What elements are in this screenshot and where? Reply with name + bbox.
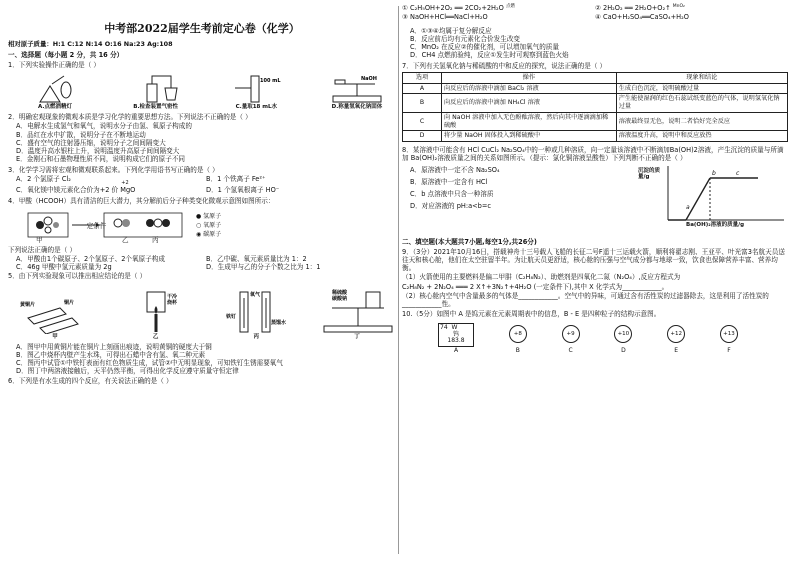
legend-oxygen: ○ 氧原子 xyxy=(196,222,222,230)
q5-label-jia: 甲 xyxy=(52,333,58,340)
q5-option-b: B．图乙中烧杯内壁产生水珠，可得出石蜡中含有氢、氧二种元素 xyxy=(16,350,206,359)
q5-label-yi: 乙 xyxy=(152,333,159,340)
q8-option-a: A．原溶液中一定不含 Na₂SO₄ xyxy=(410,165,500,174)
q7-cell: D xyxy=(403,131,442,142)
section-2-heading: 二、填空题(本大题共7小题,每空1分,共26分) xyxy=(402,237,537,246)
q8-point-c: c xyxy=(736,169,740,177)
table-row xyxy=(403,94,788,113)
q2-option-d: D．温度升高水银柱上升，说明温度升高原子间间隔变大 xyxy=(16,147,180,156)
q10-particle-e xyxy=(667,325,685,355)
q7-cell: C xyxy=(403,112,442,131)
q3-stem: 3．化学学习需将宏观和微观联系起来。下列化学用语书写正确的是（ ） xyxy=(8,165,219,174)
q6-option-a: A．①③④均属于复分解反应 xyxy=(410,26,492,35)
q4-sub: 下列说法正确的是（ ） xyxy=(8,245,77,254)
q7-table xyxy=(402,72,788,142)
svg-text:碳酸钠: 碳酸钠 xyxy=(331,295,347,302)
q5-fig-yi xyxy=(117,288,195,341)
element-tile xyxy=(438,323,474,348)
q6-option-b: B．反应前后均有元素化合价发生改变 xyxy=(410,34,521,43)
svg-text:氧气: 氧气 xyxy=(250,291,261,298)
nucleus: +8 xyxy=(509,325,527,343)
legend-hydrogen: ● 氢原子 xyxy=(196,213,222,221)
q4-stem: 4．甲酸（HCOOH）具有清洁的巨大潜力，其分解前后分子种类变化微观示意图如图所示： xyxy=(8,197,275,206)
q6-eq1: ① C₂H₅OH+2O₂ ══ 2CO₂+2H₂O $^{点燃}$ xyxy=(402,4,515,13)
q9-p3: C₂H₈N₂ + 2N₂O₄ ═══ 2 X↑+3N₂↑+4H₂O (一定条件下),其中 X 化学式为____________。 xyxy=(402,282,669,291)
svg-text:干冷: 干冷 xyxy=(166,293,177,300)
q7-cell: 溶液最终显无色，说明二者恰好完全反应 xyxy=(616,112,787,131)
tile-name: 钨 xyxy=(452,330,459,338)
q10-figures xyxy=(438,323,738,355)
q7-cell: 生成白色沉淀，说明硫酸过量 xyxy=(616,83,787,94)
tile-mass: 183.8 xyxy=(447,337,465,345)
q3-option-c: C．氧化镁中镁元素化合价为+2 价 xyxy=(16,186,119,195)
q7-cell: 溶液温度升高，说明中和反应放热 xyxy=(616,131,787,142)
q2-option-e: E．金刚石和石墨物理性质不同，说明构成它们的原子不同 xyxy=(16,155,186,164)
q10-particle-d xyxy=(614,325,632,355)
q10-label-f: F xyxy=(727,347,731,355)
q8-graph xyxy=(638,164,788,234)
q5-fig-bing xyxy=(217,288,295,341)
q5-option-a: A．图甲中用黄铜片能在铜片上刻画出痕迹，说明黄铜的硬度大于铜 xyxy=(16,342,212,351)
q1-fig-a xyxy=(16,74,94,111)
q4-option-c: C．46g 甲酸中氢元素质量为 2g xyxy=(16,263,112,272)
q1-label-c: C.量取18 mL水 xyxy=(235,104,278,111)
q10-particle-b xyxy=(509,325,527,355)
tile-number-symbol: 74 W xyxy=(440,323,458,331)
q7-cell: A xyxy=(403,83,442,94)
q1-stem: 1．下列实验操作正确的是（ ） xyxy=(8,60,101,69)
q9-p1: 9．（3分）2021年10月16日，搭载神舟十三号载人飞船的长征二号F遥十三运载火箭，顺利将翟志刚、王亚平、叶光富3名航天员送往天和核心舱，他们在太空驻留半年。为让航天员更舒适，核心舱的压强与空气成分都与地球一致，饮食也保障营养丰富、营养均衡。 xyxy=(402,247,785,273)
q8-point-b: b xyxy=(712,169,716,177)
q10-stem: 10.（5分）如图中 A 是钨元素在元素周期表中的信息，B - E 是四种粒子的结构示意图。 xyxy=(402,310,661,319)
q6-eq2: ② 2H₂O₂ ══ 2H₂O+O₂↑ $^{MnO_2}$ xyxy=(595,4,685,13)
q8-option-b: B．原溶液中一定含有 HCl xyxy=(410,177,488,186)
q10-tile-a xyxy=(438,323,474,355)
q8-stem: 8．某溶液中可能含有 HCl CuCl₂ Na₂SO₄中的一种或几种溶质，向一定量该溶液中不断滴加Ba(OH)2溶液，产生沉淀的质量与所滴加 Ba(OH)₂溶液质量之间的关系如图所示。（提示：氯化铜溶液呈酸性）下列判断不正确的是（ ） xyxy=(402,146,784,163)
q3-mgo-charge: +2 xyxy=(121,180,129,187)
q1-fig-b xyxy=(117,74,195,111)
q3-option-b: B．1 个铁离子 Fe²⁺ xyxy=(206,174,266,183)
q4-option-a: A．甲酸由1个碳原子、2个氢原子、2个氧原子构成 xyxy=(16,254,165,263)
svg-text:稀硫酸: 稀硫酸 xyxy=(331,289,347,296)
q5-option-d: D．图丁中两溶液接触后，天平仍然平衡，可得出化学反应遵守质量守恒定律 xyxy=(16,367,239,376)
q4-options-row2 xyxy=(16,263,396,271)
q1-fig-c xyxy=(217,74,295,111)
q10-label-b: B xyxy=(515,347,520,355)
q5-label-ding: 丁 xyxy=(354,333,360,340)
q9-p2: （1）火箭使用的主要燃料是偏二甲肼（C₂H₈N₂）、助燃剂是四氧化二氮（N₂O₄）,反应方程式为 xyxy=(402,273,681,282)
q8-option-c: C．b 点溶液中只含一种溶质 xyxy=(410,190,494,199)
svg-text:铜片: 铜片 xyxy=(64,299,75,306)
svg-text:铁钉: 铁钉 xyxy=(226,313,237,320)
q8-ylabel: 沉淀的质量/g xyxy=(638,167,661,181)
nucleus: +10 xyxy=(614,325,632,343)
svg-text:100 mL: 100 mL xyxy=(260,78,281,85)
atomic-mass-line: 相对原子质量：H:1 C:12 N:14 O:16 Na:23 Ag:108 xyxy=(8,39,173,48)
q1-label-d: D.称量氢氧化钠固体 xyxy=(331,104,383,111)
q8-option-d: D．对应溶液的 pH:a<b=c xyxy=(410,202,492,211)
q10-particle-c xyxy=(562,325,580,355)
q10-particle-f xyxy=(720,325,738,355)
q2-option-a: A．电解水生成氢气和氧气，说明水分子由氢、氧原子构成的 xyxy=(16,122,192,131)
q7-header-operation: 操作 xyxy=(442,72,617,83)
q7-cell: 向 NaOH 溶液中加入无色酚酞溶液，然后向其中逐滴滴加稀硫酸 xyxy=(442,112,617,131)
q7-cell: 产生能使湿润的红色石蕊试纸变蓝色的气体，说明氢氧化钠过量 xyxy=(616,94,787,113)
q7-header-row xyxy=(403,72,788,83)
q3-options-row1 xyxy=(16,175,396,183)
q3-options-row2 xyxy=(16,180,396,195)
table-row xyxy=(403,131,788,142)
q4-arrow-label: 一定条件 xyxy=(80,221,107,230)
q8-block xyxy=(402,164,788,234)
q7-stem: 7．下列有关氢氧化钠与稀硫酸的中和反应的探究，说法正确的是（ ） xyxy=(402,61,607,70)
q3-option-c-wrap xyxy=(16,180,206,195)
q4-diagram xyxy=(26,209,396,243)
q3-mgo-formula: MgO xyxy=(120,186,136,195)
q1-fig-d xyxy=(318,74,396,111)
q1-label-b: B.检查装置气密性 xyxy=(133,104,179,111)
right-column xyxy=(402,0,788,355)
q8-xlabel: Ba(OH)₂溶液的质量/g xyxy=(686,221,745,228)
q6-equations-row1 xyxy=(402,4,788,13)
q6-equations-row2 xyxy=(402,13,788,22)
q3-option-a: A．2 个氯原子 Cl₂ xyxy=(16,174,71,183)
nucleus: +13 xyxy=(720,325,738,343)
q10-label-d: D xyxy=(621,347,626,355)
page-title: 中考部2022届学生考前定心卷（化学） xyxy=(104,22,300,35)
q6-option-c: C．MnO₂ 在反应②的催化剂，可以增加氧气的质量 xyxy=(410,43,559,52)
q5-stem: 5．由下列实验现象可以推出相应结论的是（ ） xyxy=(8,272,147,281)
q7-header-option: 选项 xyxy=(403,72,442,83)
q5-label-bing: 丙 xyxy=(253,333,260,340)
q9-p4: （2）核心舱内空气中含量最多的气体是____________。空气中的异味，可通过含有活性炭的过滤器除去，这是利用了活性炭的____________性。 xyxy=(402,291,769,309)
q7-cell: 向反应后的溶液中滴加 BaCl₂ 溶液 xyxy=(442,83,617,94)
q4-option-b: B．乙中碳、氧元素质量比为 1：2 xyxy=(206,254,307,263)
q7-header-result: 现象和结论 xyxy=(616,72,787,83)
nucleus: +9 xyxy=(562,325,580,343)
q5-fig-ding xyxy=(318,288,396,341)
q2-option-c: C．盛有空气的注射器压缩，说明分子之间间隔变大 xyxy=(16,138,166,147)
column-divider xyxy=(398,6,399,554)
q7-cell: 向反应后的溶液中滴加 NH₄Cl 溶液 xyxy=(442,94,617,113)
nucleus: +12 xyxy=(667,325,685,343)
q6-eq3: ③ NaOH+HCl══NaCl+H₂O xyxy=(402,13,488,22)
svg-text:蒸馏水: 蒸馏水 xyxy=(271,319,287,326)
table-row xyxy=(403,112,788,131)
svg-text:NaOH: NaOH xyxy=(360,76,377,83)
q6-eq4: ④ CaO+H₂SO₄══CaSO₄+H₂O xyxy=(595,13,689,22)
q10-label-e: E xyxy=(674,347,679,355)
q6-stem: 6．下列是有水生成的四个反应，有关说法正确的是（ ） xyxy=(8,377,173,386)
q4-label-bing: 丙 xyxy=(152,235,159,244)
q7-cell: 将少量 NaOH 固体投入到稀硫酸中 xyxy=(442,131,617,142)
q10-label-c: C xyxy=(568,347,573,355)
q3-option-d: D．1 个氢氧根离子 HO⁻ xyxy=(206,186,280,195)
q4-options-row1 xyxy=(16,255,396,263)
legend-carbon: ◉ 碳原子 xyxy=(196,231,222,239)
q10-label-a: A xyxy=(453,347,459,355)
q8-point-a: a xyxy=(686,203,690,211)
q5-option-c: C．图丙中试管①中铁钉表面有红色物质生成，试管②中无明显现象，可知铁钉生锈需要氧气 xyxy=(16,358,283,367)
q2-stem: 2．明确宏观现象的微观本质是学习化学的重要思想方法。下列说法不正确的是（ ） xyxy=(8,113,252,122)
q7-cell: B xyxy=(403,94,442,113)
section-1-heading: 一、选择题（每小题 2 分，共 16 分） xyxy=(8,50,124,59)
left-column xyxy=(8,0,396,387)
q3-mgo xyxy=(120,180,136,195)
q1-label-a: A.点燃酒精灯 xyxy=(38,104,72,111)
q4-legend xyxy=(196,212,221,239)
table-row xyxy=(403,83,788,94)
q8-options xyxy=(402,164,638,234)
q4-label-jia: 甲 xyxy=(36,235,43,244)
svg-text:烧杯: 烧杯 xyxy=(166,299,177,306)
q4-option-d: D．生成甲与乙的分子个数之比为 1：1 xyxy=(206,263,321,272)
svg-text:黄铜片: 黄铜片 xyxy=(20,301,36,308)
q2-option-b: B．品红在水中扩散，说明分子在不断地运动 xyxy=(16,130,146,139)
q5-figures xyxy=(16,283,396,341)
q5-fig-jia xyxy=(16,288,94,341)
q1-figures xyxy=(16,71,396,111)
q4-label-yi: 乙 xyxy=(122,235,129,244)
q6-option-d: D．CH4 点燃前验纯，反应①发生时可观察到蓝色火焰 xyxy=(410,51,569,60)
